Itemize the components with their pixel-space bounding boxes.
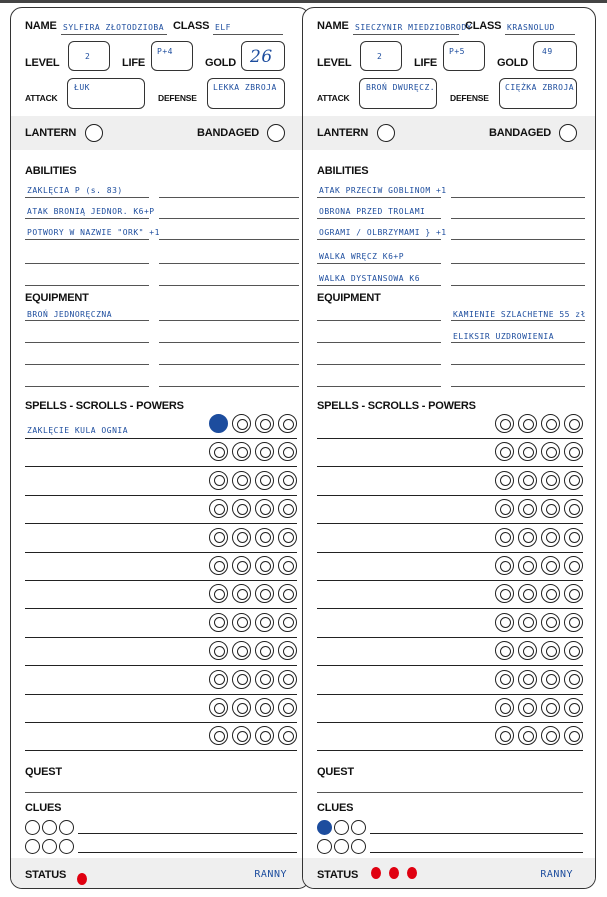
attack-box[interactable]	[359, 78, 437, 109]
ability-text: OBRONA PRZED TROLAMI	[319, 207, 426, 216]
spell-use-checkbox[interactable]	[564, 528, 583, 547]
spell-row	[317, 496, 583, 524]
spell-use-checkbox[interactable]	[518, 442, 537, 461]
spell-use-checkbox[interactable]	[541, 726, 560, 745]
clue-checkbox[interactable]	[317, 820, 332, 835]
spell-use-checkbox[interactable]	[541, 641, 560, 660]
spell-uses	[495, 499, 583, 518]
equipment-text: KAMIENIE SZLACHETNE 55 zł	[453, 310, 586, 319]
ability-line[interactable]	[451, 263, 585, 264]
life-value: P+5	[449, 47, 465, 56]
ability-text: WALKA WRĘCZ K6+P	[319, 252, 405, 261]
life-label: LIFE	[122, 57, 146, 69]
spell-use-checkbox[interactable]	[232, 613, 251, 632]
ability-line[interactable]	[317, 263, 441, 264]
ability-text: OGRAMI / OLBRZYMAMI } +1	[319, 228, 447, 237]
name-value[interactable]: SYLFIRA ZŁOTODZIOBA	[63, 23, 165, 32]
spell-use-checkbox[interactable]	[564, 584, 583, 603]
spell-use-checkbox[interactable]	[209, 726, 228, 745]
equipment-label: EQUIPMENT	[25, 292, 89, 304]
spell-use-checkbox[interactable]	[541, 556, 560, 575]
class-value[interactable]: KRASNOLUD	[507, 23, 555, 32]
spell-row	[317, 439, 583, 467]
ability-line[interactable]	[159, 239, 299, 240]
clue-checkbox[interactable]	[59, 839, 74, 854]
level-label: LEVEL	[25, 57, 60, 69]
equipment-line[interactable]	[451, 342, 585, 343]
ability-line[interactable]	[451, 239, 585, 240]
level-label: LEVEL	[317, 57, 352, 69]
spell-row	[317, 638, 583, 666]
ability-line[interactable]	[25, 197, 149, 198]
gold-value: 49	[542, 47, 553, 56]
spell-use-checkbox[interactable]	[564, 670, 583, 689]
spell-row	[317, 581, 583, 609]
ability-text: WALKA DYSTANSOWA K6	[319, 274, 421, 283]
name-underline	[61, 34, 167, 35]
top-edge	[0, 0, 607, 3]
clue-line[interactable]	[78, 833, 297, 834]
spell-use-checkbox[interactable]	[278, 584, 297, 603]
spell-use-checkbox[interactable]	[255, 584, 274, 603]
wound-marker[interactable]	[77, 873, 87, 885]
spell-use-checkbox[interactable]	[255, 556, 274, 575]
spell-use-checkbox[interactable]	[518, 528, 537, 547]
spell-row	[25, 411, 297, 439]
spell-use-checkbox[interactable]	[209, 442, 228, 461]
clue-line[interactable]	[370, 852, 583, 853]
spell-uses	[209, 414, 297, 433]
ability-text: ATAK PRZECIW GOBLINOM +1	[319, 186, 447, 195]
spell-use-checkbox[interactable]	[209, 641, 228, 660]
spell-uses	[495, 528, 583, 547]
spell-row	[25, 638, 297, 666]
ability-line[interactable]	[451, 197, 585, 198]
spell-uses	[495, 442, 583, 461]
equipment-line[interactable]	[159, 386, 299, 387]
quest-line[interactable]	[317, 792, 583, 793]
clue-checkbox[interactable]	[42, 839, 57, 854]
attack-box[interactable]	[67, 78, 145, 109]
equipment-text: BROŃ JEDNORĘCZNA	[27, 310, 113, 319]
ability-text: POTWORY W NAZWIE "ORK" +1	[27, 228, 160, 237]
spell-use-checkbox[interactable]	[278, 556, 297, 575]
spell-use-checkbox[interactable]	[232, 641, 251, 660]
bandaged-label: BANDAGED	[489, 127, 551, 139]
spell-use-checkbox[interactable]	[541, 414, 560, 433]
spell-use-checkbox[interactable]	[278, 698, 297, 717]
life-box[interactable]	[443, 41, 485, 71]
life-label: LIFE	[414, 57, 438, 69]
spell-use-checkbox[interactable]	[278, 641, 297, 660]
equipment-line[interactable]	[317, 364, 441, 365]
attack-value: BROŃ DWURĘCZ.	[366, 83, 436, 92]
spell-row	[25, 723, 297, 751]
gold-label: GOLD	[205, 57, 236, 69]
spell-use-checkbox[interactable]	[564, 641, 583, 660]
spell-uses	[495, 584, 583, 603]
gold-value: 26	[250, 47, 273, 67]
spell-use-checkbox[interactable]	[518, 698, 537, 717]
spell-use-checkbox[interactable]	[278, 471, 297, 490]
spell-name[interactable]: ZAKLĘCIE KULA OGNIA	[27, 426, 129, 435]
spell-use-checkbox[interactable]	[495, 670, 514, 689]
life-value: P+4	[157, 47, 173, 56]
spell-use-checkbox[interactable]	[495, 556, 514, 575]
spell-uses	[209, 584, 297, 603]
spell-use-checkbox[interactable]	[278, 726, 297, 745]
spell-use-checkbox[interactable]	[209, 414, 228, 433]
spell-row	[317, 667, 583, 695]
lantern-label: LANTERN	[25, 127, 77, 139]
ability-text: ZAKLĘCIA P (s. 83)	[27, 186, 123, 195]
spell-use-checkbox[interactable]	[495, 499, 514, 518]
spell-row	[317, 525, 583, 553]
clue-checkbox[interactable]	[351, 839, 366, 854]
spells-label: SPELLS - SCROLLS - POWERS	[317, 400, 476, 412]
ability-line[interactable]	[159, 263, 299, 264]
status-note: RANNY	[254, 869, 287, 880]
spell-use-checkbox[interactable]	[518, 641, 537, 660]
spell-uses	[209, 670, 297, 689]
spell-use-checkbox[interactable]	[495, 698, 514, 717]
quest-label: QUEST	[25, 766, 62, 778]
attack-value: ŁUK	[74, 83, 90, 92]
spell-use-checkbox[interactable]	[518, 670, 537, 689]
spell-use-checkbox[interactable]	[209, 528, 228, 547]
spell-use-checkbox[interactable]	[278, 442, 297, 461]
spell-uses	[495, 613, 583, 632]
attack-label: ATTACK	[317, 93, 350, 103]
lantern-checkbox[interactable]	[85, 124, 103, 142]
spell-use-checkbox[interactable]	[518, 471, 537, 490]
equipment-line[interactable]	[159, 320, 299, 321]
spell-use-checkbox[interactable]	[232, 670, 251, 689]
equipment-line[interactable]	[451, 386, 585, 387]
level-box[interactable]	[360, 41, 402, 71]
ability-line[interactable]	[159, 285, 299, 286]
quest-label: QUEST	[317, 766, 354, 778]
spell-use-checkbox[interactable]	[232, 499, 251, 518]
spell-use-checkbox[interactable]	[495, 528, 514, 547]
spell-use-checkbox[interactable]	[564, 442, 583, 461]
gold-label: GOLD	[497, 57, 528, 69]
spell-uses	[495, 414, 583, 433]
spell-use-checkbox[interactable]	[255, 528, 274, 547]
spell-use-checkbox[interactable]	[232, 584, 251, 603]
spell-use-checkbox[interactable]	[278, 528, 297, 547]
spell-uses	[495, 698, 583, 717]
wound-marker[interactable]	[407, 867, 417, 879]
spell-row	[25, 553, 297, 581]
name-label: NAME	[25, 20, 57, 32]
ability-line[interactable]	[317, 197, 441, 198]
abilities-label: ABILITIES	[317, 165, 369, 177]
spell-use-checkbox[interactable]	[209, 584, 228, 603]
spell-use-checkbox[interactable]	[209, 670, 228, 689]
spell-uses	[209, 499, 297, 518]
spell-use-checkbox[interactable]	[255, 499, 274, 518]
ability-line[interactable]	[25, 263, 149, 264]
equipment-line[interactable]	[159, 342, 299, 343]
clue-checkbox[interactable]	[25, 839, 40, 854]
class-underline	[213, 34, 283, 35]
spell-row	[317, 723, 583, 751]
bandaged-checkbox[interactable]	[267, 124, 285, 142]
clues-label: CLUES	[25, 802, 62, 814]
spell-use-checkbox[interactable]	[564, 613, 583, 632]
spell-uses	[495, 471, 583, 490]
name-value[interactable]: SIECZYNIR MIEDZIOBRODY	[355, 23, 472, 32]
ability-line[interactable]	[25, 239, 149, 240]
character-sheet	[302, 7, 596, 889]
defense-value: LEKKA ZBROJA	[213, 83, 277, 92]
attack-label: ATTACK	[25, 93, 58, 103]
defense-box[interactable]	[207, 78, 285, 109]
spell-use-checkbox[interactable]	[541, 670, 560, 689]
spell-use-checkbox[interactable]	[232, 414, 251, 433]
spell-use-checkbox[interactable]	[564, 556, 583, 575]
spell-use-checkbox[interactable]	[232, 556, 251, 575]
ability-line[interactable]	[317, 239, 441, 240]
defense-value: CIĘŻKA ZBROJA	[505, 83, 575, 92]
spell-use-checkbox[interactable]	[495, 641, 514, 660]
class-underline	[505, 34, 575, 35]
spell-use-checkbox[interactable]	[232, 528, 251, 547]
bandaged-label: BANDAGED	[197, 127, 259, 139]
spell-use-checkbox[interactable]	[209, 698, 228, 717]
spell-row	[25, 695, 297, 723]
spell-uses	[209, 641, 297, 660]
spell-use-checkbox[interactable]	[495, 613, 514, 632]
ability-line[interactable]	[317, 285, 441, 286]
spells-label: SPELLS - SCROLLS - POWERS	[25, 400, 184, 412]
spell-uses	[209, 698, 297, 717]
spell-uses	[495, 641, 583, 660]
clue-checkbox[interactable]	[25, 820, 40, 835]
clues-label: CLUES	[317, 802, 354, 814]
wound-marker[interactable]	[389, 867, 399, 879]
spell-row	[25, 496, 297, 524]
spell-row	[25, 610, 297, 638]
life-box[interactable]	[151, 41, 193, 71]
equipment-line[interactable]	[317, 386, 441, 387]
class-label: CLASS	[173, 20, 210, 32]
ability-line[interactable]	[159, 197, 299, 198]
spell-use-checkbox[interactable]	[209, 471, 228, 490]
spell-use-checkbox[interactable]	[278, 613, 297, 632]
spell-uses	[209, 471, 297, 490]
spell-row	[317, 695, 583, 723]
equipment-line[interactable]	[451, 320, 585, 321]
equipment-text: ELIKSIR UZDROWIENIA	[453, 332, 555, 341]
spell-use-checkbox[interactable]	[541, 698, 560, 717]
spell-use-checkbox[interactable]	[541, 528, 560, 547]
spell-row	[25, 525, 297, 553]
clue-checkbox[interactable]	[351, 820, 366, 835]
spell-use-checkbox[interactable]	[255, 641, 274, 660]
spell-use-checkbox[interactable]	[255, 613, 274, 632]
spell-row	[25, 468, 297, 496]
ability-line[interactable]	[25, 218, 149, 219]
equipment-label: EQUIPMENT	[317, 292, 381, 304]
spell-use-checkbox[interactable]	[518, 613, 537, 632]
level-value: 2	[377, 52, 383, 61]
gold-box[interactable]	[533, 41, 577, 71]
bandaged-checkbox[interactable]	[559, 124, 577, 142]
status-label: STATUS	[25, 869, 67, 881]
equipment-line[interactable]	[317, 320, 441, 321]
spell-use-checkbox[interactable]	[255, 698, 274, 717]
character-sheet	[10, 7, 310, 889]
ability-line[interactable]	[159, 218, 299, 219]
spell-use-checkbox[interactable]	[232, 471, 251, 490]
clue-checkbox[interactable]	[317, 839, 332, 854]
spell-use-checkbox[interactable]	[495, 471, 514, 490]
defense-label: DEFENSE	[450, 93, 489, 103]
name-label: NAME	[317, 20, 349, 32]
spell-uses	[495, 670, 583, 689]
spell-use-checkbox[interactable]	[255, 471, 274, 490]
spell-use-checkbox[interactable]	[564, 414, 583, 433]
spell-use-checkbox[interactable]	[232, 726, 251, 745]
spell-use-checkbox[interactable]	[209, 613, 228, 632]
equipment-line[interactable]	[25, 342, 149, 343]
spell-uses	[209, 528, 297, 547]
spell-use-checkbox[interactable]	[255, 442, 274, 461]
spell-use-checkbox[interactable]	[518, 499, 537, 518]
spell-row	[25, 581, 297, 609]
lantern-checkbox[interactable]	[377, 124, 395, 142]
spell-use-checkbox[interactable]	[518, 726, 537, 745]
spell-row	[25, 667, 297, 695]
status-note: RANNY	[540, 869, 573, 880]
ability-line[interactable]	[451, 285, 585, 286]
spell-uses	[209, 442, 297, 461]
spell-line	[317, 750, 583, 751]
spell-use-checkbox[interactable]	[541, 584, 560, 603]
wound-marker[interactable]	[371, 867, 381, 879]
level-box[interactable]	[68, 41, 110, 71]
spell-use-checkbox[interactable]	[564, 726, 583, 745]
class-value[interactable]: ELF	[215, 23, 231, 32]
spell-use-checkbox[interactable]	[255, 414, 274, 433]
spell-use-checkbox[interactable]	[518, 584, 537, 603]
spell-use-checkbox[interactable]	[495, 414, 514, 433]
spell-use-checkbox[interactable]	[541, 471, 560, 490]
spell-use-checkbox[interactable]	[278, 670, 297, 689]
spell-uses	[495, 556, 583, 575]
spell-use-checkbox[interactable]	[495, 584, 514, 603]
spell-use-checkbox[interactable]	[255, 670, 274, 689]
spell-use-checkbox[interactable]	[564, 499, 583, 518]
spell-row	[317, 553, 583, 581]
spell-use-checkbox[interactable]	[541, 499, 560, 518]
spell-use-checkbox[interactable]	[209, 499, 228, 518]
spell-uses	[209, 613, 297, 632]
spell-row	[317, 468, 583, 496]
spell-uses	[209, 556, 297, 575]
equipment-line[interactable]	[25, 364, 149, 365]
spell-row	[25, 439, 297, 467]
spell-use-checkbox[interactable]	[232, 442, 251, 461]
clue-checkbox[interactable]	[334, 839, 349, 854]
clue-line[interactable]	[78, 852, 297, 853]
defense-box[interactable]	[499, 78, 577, 109]
abilities-label: ABILITIES	[25, 165, 77, 177]
clue-checkbox[interactable]	[334, 820, 349, 835]
spell-row	[317, 610, 583, 638]
equipment-line[interactable]	[159, 364, 299, 365]
spell-use-checkbox[interactable]	[518, 414, 537, 433]
equipment-line[interactable]	[317, 342, 441, 343]
spell-uses	[495, 726, 583, 745]
spell-use-checkbox[interactable]	[209, 556, 228, 575]
equipment-line[interactable]	[25, 386, 149, 387]
clue-checkbox[interactable]	[59, 820, 74, 835]
spell-use-checkbox[interactable]	[495, 726, 514, 745]
spell-line	[25, 750, 297, 751]
quest-line[interactable]	[25, 792, 297, 793]
spell-use-checkbox[interactable]	[541, 613, 560, 632]
lantern-label: LANTERN	[317, 127, 369, 139]
equipment-line[interactable]	[451, 364, 585, 365]
gold-box[interactable]	[241, 41, 285, 71]
name-underline	[353, 34, 459, 35]
spell-use-checkbox[interactable]	[518, 556, 537, 575]
spell-row	[317, 411, 583, 439]
spell-use-checkbox[interactable]	[564, 471, 583, 490]
spell-use-checkbox[interactable]	[278, 414, 297, 433]
ability-text: ATAK BRONIĄ JEDNOR. K6+P	[27, 207, 155, 216]
spell-use-checkbox[interactable]	[541, 442, 560, 461]
clue-checkbox[interactable]	[42, 820, 57, 835]
spell-use-checkbox[interactable]	[564, 698, 583, 717]
defense-label: DEFENSE	[158, 93, 197, 103]
spell-use-checkbox[interactable]	[278, 499, 297, 518]
clue-line[interactable]	[370, 833, 583, 834]
spell-uses	[209, 726, 297, 745]
spell-use-checkbox[interactable]	[255, 726, 274, 745]
ability-line[interactable]	[317, 218, 441, 219]
equipment-line[interactable]	[25, 320, 149, 321]
spell-use-checkbox[interactable]	[495, 442, 514, 461]
status-label: STATUS	[317, 869, 359, 881]
ability-line[interactable]	[25, 285, 149, 286]
class-label: CLASS	[465, 20, 502, 32]
ability-line[interactable]	[451, 218, 585, 219]
level-value: 2	[85, 52, 91, 61]
spell-use-checkbox[interactable]	[232, 698, 251, 717]
